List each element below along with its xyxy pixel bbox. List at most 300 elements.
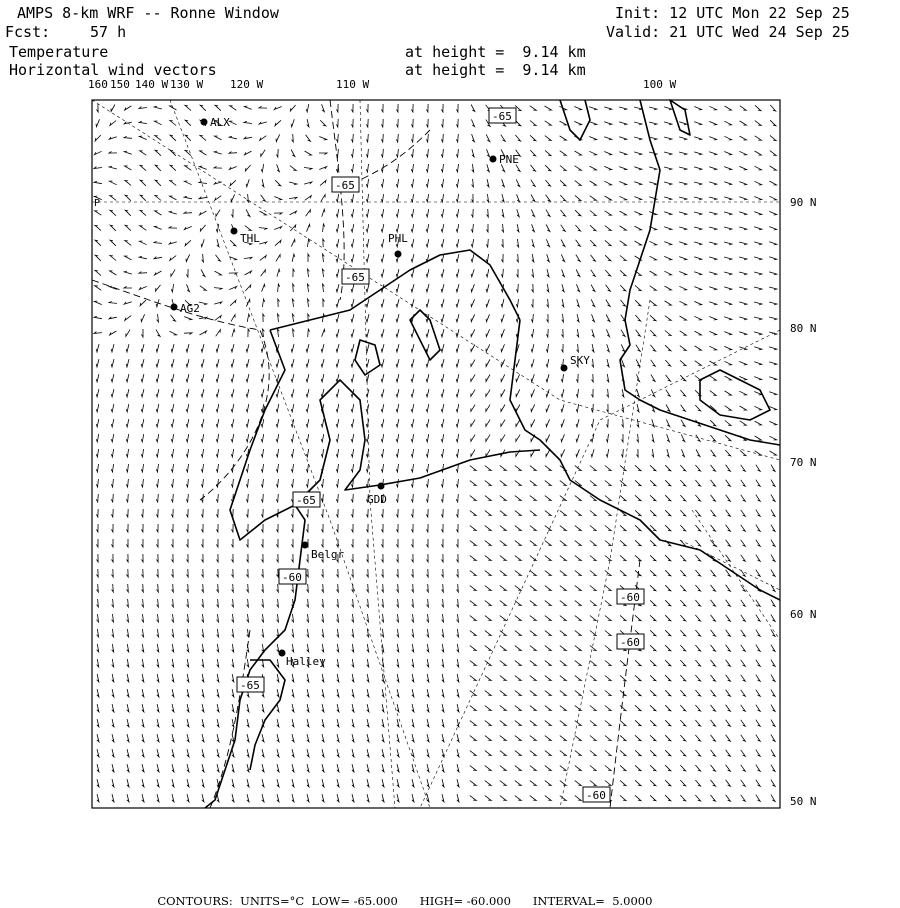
- wind-vector: [262, 599, 264, 607]
- wind-vector: [590, 751, 596, 756]
- wind-vector: [323, 284, 325, 292]
- wind-vector: [695, 690, 700, 696]
- wind-vector: [247, 764, 249, 772]
- wind-vector: [259, 122, 267, 124]
- wind-vector: [741, 555, 746, 561]
- wind-vector: [411, 494, 413, 502]
- wind-vector: [366, 464, 368, 472]
- wind-vector: [741, 780, 746, 786]
- wind-vector: [770, 451, 777, 455]
- wind-vector: [605, 601, 611, 606]
- wind-vector: [515, 541, 521, 546]
- wind-vector: [154, 241, 162, 243]
- wind-vector: [456, 374, 459, 382]
- wind-vector: [756, 540, 760, 547]
- wind-vector: [125, 225, 131, 230]
- wind-vector: [650, 480, 656, 485]
- wind-vector: [232, 659, 234, 667]
- wind-vector: [560, 796, 566, 801]
- wind-vector: [112, 629, 114, 637]
- init-time: Init: 12 UTC Mon 22 Sep 25: [615, 4, 850, 22]
- wind-vector: [140, 226, 147, 231]
- wind-vector: [426, 449, 428, 457]
- wind-vector: [110, 196, 116, 201]
- wind-vector: [367, 734, 369, 742]
- wind-vector: [771, 510, 775, 517]
- forecast-label: Fcst:: [5, 23, 51, 41]
- wind-vector: [200, 286, 206, 291]
- wind-vector: [112, 599, 114, 607]
- contour-label-value: -65: [492, 110, 512, 123]
- wind-vector: [547, 284, 549, 292]
- wind-vector: [202, 644, 204, 652]
- wind-vector: [351, 494, 353, 502]
- wind-vector: [620, 270, 626, 275]
- wind-vector: [650, 705, 656, 710]
- wind-vector: [263, 314, 265, 322]
- wind-vector: [606, 434, 608, 442]
- wind-vector: [412, 689, 414, 697]
- wind-vector: [125, 106, 132, 110]
- wind-vector: [695, 615, 700, 621]
- wind-vector: [306, 464, 308, 472]
- wind-vector: [366, 179, 368, 187]
- wind-vector: [576, 255, 580, 262]
- wind-vector: [381, 179, 383, 187]
- wind-vector: [322, 764, 324, 772]
- wind-vector: [426, 239, 429, 247]
- wind-vector: [337, 599, 339, 607]
- wind-vector: [366, 509, 368, 517]
- wind-vector: [245, 285, 250, 291]
- wind-vector: [771, 750, 775, 757]
- wind-vector: [741, 795, 746, 801]
- wind-vector: [650, 345, 655, 351]
- wind-vector: [172, 779, 174, 787]
- wind-vector: [382, 674, 384, 682]
- wind-vector: [306, 210, 311, 216]
- wind-vector: [382, 779, 384, 787]
- wind-vector: [336, 479, 338, 487]
- wind-vector: [351, 299, 354, 307]
- wind-vector: [307, 749, 309, 757]
- wind-vector: [336, 314, 339, 322]
- wind-vector: [545, 586, 551, 591]
- wind-vector: [694, 287, 701, 290]
- wind-vector: [306, 404, 309, 412]
- wind-vector: [726, 795, 731, 801]
- wind-vector: [142, 569, 144, 577]
- wind-vector: [290, 211, 297, 215]
- wind-vector: [756, 645, 760, 652]
- wind-vector: [200, 135, 206, 140]
- wind-vector: [277, 164, 280, 171]
- wind-vector: [321, 374, 324, 382]
- wind-vector: [217, 704, 219, 712]
- wind-vector: [322, 689, 324, 697]
- wind-vector: [709, 212, 717, 215]
- wind-vector: [396, 179, 398, 187]
- wind-vector: [500, 556, 506, 561]
- wind-vector: [726, 585, 731, 591]
- wind-vector: [187, 599, 189, 607]
- wind-vector: [171, 374, 174, 382]
- wind-vector: [126, 344, 129, 352]
- wind-vector: [125, 195, 131, 201]
- wind-vector: [739, 391, 746, 395]
- wind-vector: [694, 316, 701, 320]
- wind-vector: [591, 270, 596, 277]
- wind-vector: [561, 240, 565, 247]
- wind-vector: [755, 166, 762, 170]
- pole-marker: P: [94, 198, 101, 209]
- wind-vector: [470, 676, 476, 681]
- wind-vector: [397, 614, 399, 622]
- wind-vector: [277, 569, 279, 577]
- wind-vector: [605, 751, 611, 756]
- wind-vector: [634, 167, 642, 170]
- wind-vector: [187, 569, 189, 577]
- station-label-belgr: Belgr: [311, 548, 345, 561]
- wind-vector: [231, 344, 234, 352]
- wind-vector: [561, 419, 564, 427]
- wind-vector: [501, 254, 503, 262]
- wind-vector: [396, 479, 398, 487]
- wind-vector: [141, 479, 143, 487]
- wind-vector: [127, 749, 129, 757]
- wind-vector: [382, 794, 384, 802]
- wind-vector: [351, 464, 353, 472]
- wind-vector: [545, 751, 551, 756]
- wind-vector: [381, 134, 383, 142]
- wind-vector: [485, 676, 491, 681]
- wind-vector: [322, 719, 324, 727]
- contour-legend: [150, 880, 652, 908]
- wind-vector: [724, 197, 732, 200]
- wind-vector: [755, 136, 762, 140]
- wind-vector: [545, 121, 552, 125]
- wind-vector: [517, 269, 519, 277]
- wind-vector: [276, 149, 278, 157]
- wind-vector: [261, 539, 263, 547]
- wind-vector: [680, 360, 686, 365]
- wind-vector: [274, 227, 281, 230]
- wind-vector: [232, 569, 234, 577]
- station-label-pne: PNE: [499, 153, 519, 166]
- wind-vector: [217, 584, 219, 592]
- wind-vector: [500, 721, 506, 726]
- wind-vector: [171, 344, 174, 352]
- wind-vector: [411, 134, 413, 142]
- wind-vector: [185, 135, 191, 141]
- wind-vector: [605, 661, 611, 666]
- wind-vector: [756, 690, 760, 697]
- wind-vector: [141, 434, 144, 442]
- wind-vector: [442, 794, 444, 802]
- height-wind: at height = 9.14 km: [405, 61, 586, 79]
- wind-vector: [172, 764, 174, 772]
- wind-vector: [694, 167, 702, 170]
- wind-vector: [412, 779, 414, 787]
- wind-vector: [530, 466, 536, 471]
- coastlines: [205, 100, 780, 808]
- wind-vector: [741, 495, 746, 501]
- wind-vector: [531, 329, 534, 337]
- wind-vector: [231, 359, 234, 367]
- wind-vector: [530, 661, 536, 666]
- wind-vector: [111, 449, 113, 457]
- wind-vector: [770, 181, 777, 185]
- wind-vector: [247, 719, 249, 727]
- wind-vector: [665, 570, 671, 576]
- wind-vector: [530, 631, 536, 636]
- wind-vector: [621, 344, 625, 351]
- station-dot-halley: [279, 650, 286, 657]
- wind-vector: [619, 122, 627, 125]
- wind-vector: [262, 299, 264, 307]
- wind-vector: [201, 509, 203, 517]
- wind-vector: [441, 149, 443, 157]
- wind-vector: [577, 344, 579, 352]
- wind-vector: [516, 389, 520, 396]
- wind-vector: [605, 481, 611, 486]
- wind-vector: [261, 344, 264, 352]
- wind-vector: [456, 119, 458, 127]
- station-dot-alx: [201, 119, 208, 126]
- wind-vector: [441, 239, 444, 247]
- wind-vector: [637, 449, 639, 457]
- wind-vector: [111, 404, 114, 412]
- wind-vector: [741, 510, 746, 516]
- wind-vector: [545, 631, 551, 636]
- wind-vector: [337, 569, 339, 577]
- wind-vector: [726, 495, 731, 501]
- wind-vector: [605, 541, 611, 546]
- wind-vector: [411, 374, 414, 382]
- wind-vector: [199, 302, 207, 305]
- wind-vector: [321, 434, 324, 442]
- wind-vector: [112, 674, 114, 682]
- wind-vector: [321, 195, 325, 202]
- wind-vector: [382, 569, 384, 577]
- wind-vector: [97, 764, 99, 772]
- contour-label-value: -65: [240, 679, 260, 692]
- wind-vector: [485, 496, 491, 501]
- wind-vector: [352, 794, 354, 802]
- wind-vector: [351, 119, 353, 127]
- wind-vector: [546, 419, 550, 426]
- wind-vector: [590, 736, 596, 741]
- wind-vector: [726, 690, 731, 696]
- wind-vector: [381, 149, 383, 157]
- wind-vector: [337, 659, 339, 667]
- wind-vector: [515, 571, 521, 576]
- wind-vector: [442, 644, 444, 652]
- wind-vector: [322, 104, 325, 111]
- wind-vector: [531, 419, 535, 426]
- wind-vector: [546, 359, 549, 367]
- wind-vector: [230, 106, 237, 111]
- wind-vector: [456, 149, 458, 157]
- contour-label-value: -65: [296, 494, 316, 507]
- wind-vector: [396, 344, 399, 352]
- wind-vector: [124, 302, 132, 304]
- wind-vector: [500, 601, 506, 606]
- wind-vector: [442, 614, 444, 622]
- wind-vector: [352, 749, 354, 757]
- wind-vector: [381, 104, 383, 112]
- wind-vector: [575, 796, 581, 801]
- wind-vector: [622, 419, 624, 427]
- wind-vector: [351, 404, 354, 412]
- wind-vector: [441, 224, 444, 232]
- wind-vector: [321, 419, 324, 427]
- wind-vector: [619, 167, 627, 170]
- wind-vector: [771, 735, 775, 742]
- wind-vector: [214, 302, 222, 304]
- wind-vector: [141, 449, 143, 457]
- contour-interval: INTERVAL= 5.0000: [532, 894, 653, 908]
- wind-vector: [201, 464, 203, 472]
- wind-vector: [352, 569, 354, 577]
- wind-vector: [307, 599, 309, 607]
- wind-vector: [456, 494, 458, 502]
- wind-vector: [664, 256, 671, 260]
- wind-vector: [142, 554, 144, 562]
- wind-vector: [710, 376, 717, 380]
- wind-vector: [545, 180, 550, 186]
- lat-label-50: 50 N: [790, 795, 817, 808]
- wind-vector: [709, 182, 717, 185]
- wind-vector: [321, 524, 323, 532]
- wind-vector: [756, 615, 760, 622]
- wind-vector: [561, 449, 565, 456]
- wind-vector: [216, 330, 221, 337]
- wind-vector: [711, 705, 716, 711]
- wind-vector: [545, 766, 551, 771]
- wind-vector: [426, 494, 428, 502]
- wind-vector: [307, 779, 309, 787]
- wind-vector: [500, 736, 506, 741]
- wind-vector: [592, 359, 594, 367]
- wind-vector: [262, 584, 264, 592]
- wind-vector: [500, 751, 506, 756]
- wind-vector: [590, 571, 596, 576]
- wind-vector: [605, 466, 611, 471]
- wind-vector: [259, 228, 267, 230]
- wind-vector: [155, 180, 161, 186]
- wind-vector: [620, 300, 625, 306]
- wind-vector: [530, 706, 536, 711]
- wind-vector: [291, 344, 294, 352]
- wind-vector: [336, 389, 339, 397]
- wind-vector: [486, 254, 488, 262]
- wind-vector: [694, 212, 702, 215]
- wind-vector: [771, 495, 775, 502]
- wind-vector: [351, 239, 354, 247]
- wind-vector: [124, 271, 132, 274]
- wind-vector: [336, 494, 338, 502]
- wind-vector: [382, 734, 384, 742]
- wind-vector: [575, 736, 581, 741]
- wind-vector: [575, 151, 582, 155]
- wind-vector: [769, 317, 777, 320]
- wind-vector: [109, 317, 117, 319]
- wind-vector: [695, 480, 700, 486]
- wind-vector: [726, 645, 731, 651]
- wind-vector: [530, 150, 535, 156]
- wind-vector: [680, 675, 685, 681]
- wind-vector: [306, 449, 308, 457]
- wind-vector: [709, 317, 716, 321]
- wind-vector: [590, 211, 596, 216]
- wind-vector: [590, 766, 596, 771]
- wind-vector: [172, 734, 174, 742]
- lat-lon-grid: [92, 100, 780, 808]
- wind-vector: [396, 494, 398, 502]
- wind-vector: [127, 614, 129, 622]
- wind-vector: [709, 121, 716, 125]
- wind-vector: [560, 676, 566, 681]
- wind-vector: [170, 121, 176, 126]
- wind-vector: [396, 539, 398, 547]
- wind-vector: [278, 314, 280, 322]
- wind-vector: [367, 614, 369, 622]
- wind-vector: [545, 106, 552, 110]
- wind-vector: [276, 389, 279, 397]
- wind-vector: [650, 675, 656, 680]
- wind-vector: [396, 419, 399, 427]
- lat-label-70: 70 N: [790, 456, 817, 469]
- wind-vector: [755, 421, 762, 425]
- wind-vector: [94, 151, 101, 154]
- wind-vector: [112, 779, 114, 787]
- wind-vector: [411, 434, 414, 442]
- wind-vector: [171, 524, 173, 532]
- wind-vector: [634, 197, 641, 200]
- wind-vector: [381, 254, 384, 262]
- wind-vector: [515, 481, 521, 486]
- wind-vector: [231, 315, 235, 322]
- wind-vector: [456, 194, 458, 202]
- wind-vector: [741, 525, 746, 531]
- wind-vector: [322, 644, 324, 652]
- wind-vector: [156, 344, 159, 352]
- wind-vector: [260, 256, 266, 261]
- wind-vector: [560, 571, 566, 576]
- valid-time: Valid: 21 UTC Wed 24 Sep 25: [606, 23, 850, 41]
- wind-vector: [202, 659, 204, 667]
- wind-vector: [441, 389, 444, 397]
- wind-vector: [605, 736, 611, 741]
- wind-vector: [247, 779, 249, 787]
- wind-vector: [576, 284, 579, 291]
- wind-vector: [724, 346, 731, 350]
- wind-vector: [739, 212, 747, 215]
- wind-vector: [278, 299, 280, 307]
- wind-vector: [396, 449, 398, 457]
- wind-vector: [741, 660, 746, 666]
- wind-vector: [709, 197, 717, 200]
- wind-vector: [561, 389, 564, 397]
- wind-vector: [456, 179, 458, 187]
- wind-vector: [769, 377, 777, 380]
- wind-vector: [186, 359, 189, 367]
- wind-vector: [319, 137, 326, 141]
- wind-vector: [754, 227, 762, 230]
- wind-vector: [726, 540, 731, 546]
- wind-vector: [515, 496, 521, 501]
